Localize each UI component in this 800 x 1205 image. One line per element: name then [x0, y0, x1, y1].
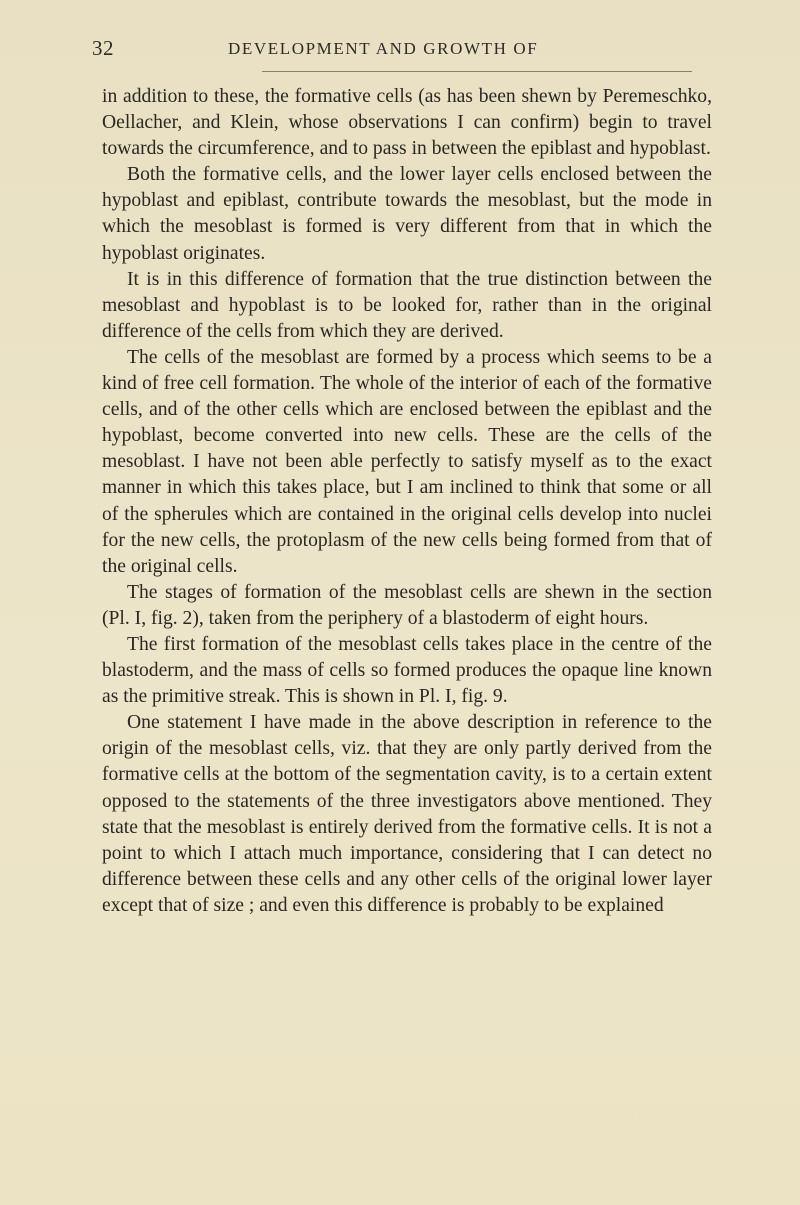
- page-header: [92, 36, 712, 62]
- paragraph: One statement I have made in the above description in reference to the origin of the mesoblast cells, viz. that they are only partly derived from the formative cells at the bottom of the segmentation cavity, is to a certain extent opposed to the statements of the three investigators above mentioned. They state that the mesoblast is entirely derived from the formative cells. It is not a point to which I attach much importance, considering that I can detect no difference between these cells and any other cells of the original lower layer except that of size ; and even this difference is probably to be explained: [102, 712, 712, 916]
- running-title: DEVELOPMENT AND GROWTH OF: [228, 39, 539, 58]
- paragraph: The stages of formation of the mesoblast cells are shewn in the section (Pl. I, fig. 2), taken from the periphery of a blastoderm of eight hours.: [102, 581, 712, 629]
- body-text: [102, 84, 712, 919]
- paragraph: The first formation of the mesoblast cells takes place in the centre of the blastoderm, and the mass of cells so formed produces the opaque line known as the primitive streak. This is shown in Pl. I, fig. 9.: [102, 633, 712, 708]
- paragraph: The cells of the mesoblast are formed by a process which seems to be a kind of free cell formation. The whole of the interior of each of the formative cells, and of the other cells which are enclosed between the epiblast and the hypoblast, become converted into new cells. These are the cells of the mesoblast. I have not been able perfectly to satisfy myself as to the exact manner in which this takes place, but I am inclined to think that some or all of the spherules which are contained in the original cells develop into nuclei for the new cells, the protoplasm of the new cells being formed from that of the original cells.: [102, 346, 712, 577]
- page-number: 32: [92, 36, 114, 60]
- header-rule: [262, 71, 692, 72]
- paragraph-continuation: in addition to these, the formative cells (as has been shewn by Peremeschko, Oellacher, and Klein, whose observations I can confirm) begin to travel towards the circumference, and to pass in between the epiblast and hypoblast.: [102, 86, 712, 160]
- paragraph: It is in this difference of formation that the true distinction between the mesoblast and hypoblast is to be looked for, rather than in the original difference of the cells from which they are derived.: [102, 268, 712, 342]
- paragraph: Both the formative cells, and the lower layer cells enclosed between the hypoblast and epiblast, contribute towards the mesoblast, but the mode in which the mesoblast is formed is very different from that in which the hypoblast originates.: [102, 164, 712, 264]
